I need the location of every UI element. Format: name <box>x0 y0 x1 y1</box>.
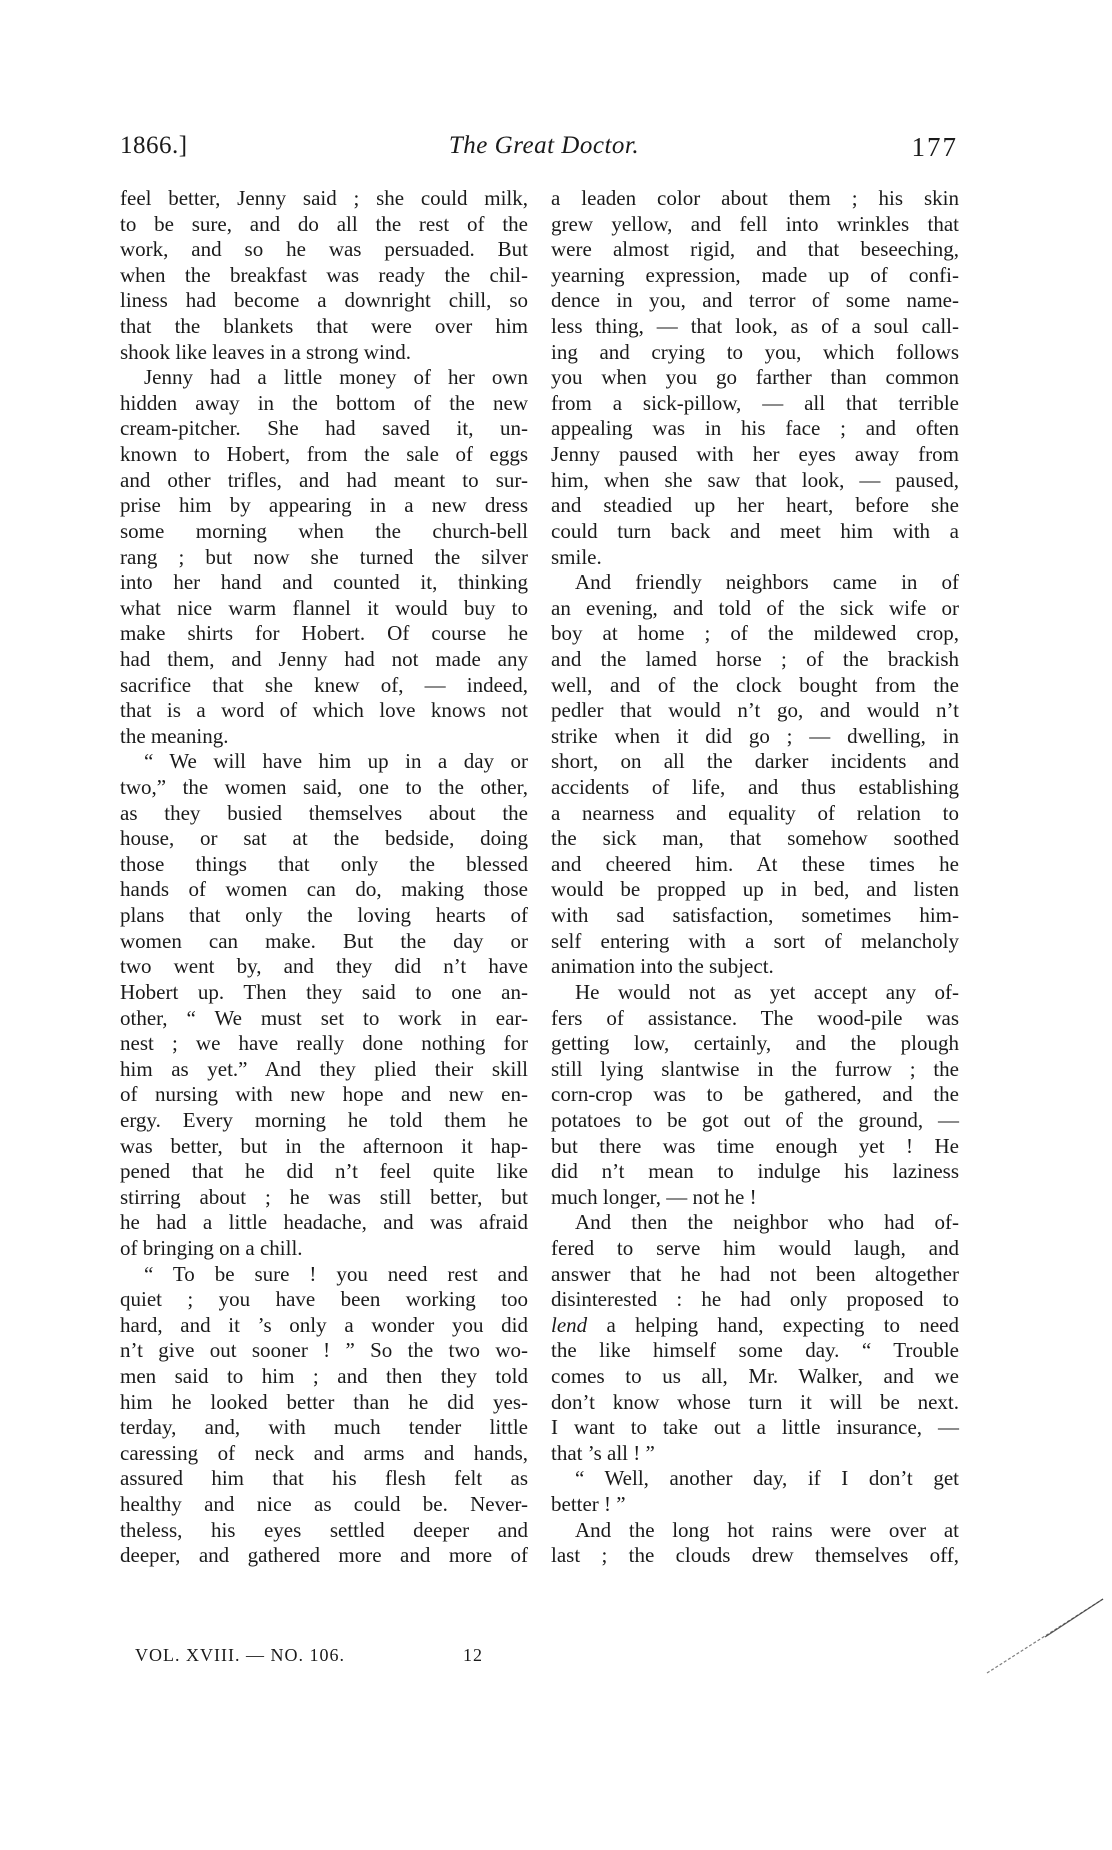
text-line: of nursing with new hope and new en- <box>120 1082 528 1107</box>
text-line: hands of women can do, making those <box>120 877 528 902</box>
text-line: plans that only the loving hearts of <box>120 903 528 928</box>
text-line: don’t know whose turn it will be next. <box>551 1389 959 1414</box>
text-line: fers of assistance. The wood-pile was <box>551 1005 959 1030</box>
text-line: And then the neighbor who had of- <box>575 1210 959 1235</box>
text-line: Hobert up. Then they said to one an- <box>120 979 528 1004</box>
text-line: potatoes to be got out of the ground, — <box>551 1107 959 1132</box>
text-line: boy at home ; of the mildewed crop, <box>551 621 959 646</box>
text-line: healthy and nice as could be. Never- <box>120 1492 528 1517</box>
text-line: with sad satisfaction, sometimes him- <box>551 903 959 928</box>
text-line: lend a helping hand, expecting to need <box>551 1312 959 1337</box>
text-line: the like himself some day. “ Trouble <box>551 1338 959 1363</box>
text-line: but there was time enough yet ! He <box>551 1133 959 1158</box>
text-line: and other trifles, and had meant to sur- <box>120 467 528 492</box>
text-line: ergy. Every morning he told them he <box>120 1107 528 1132</box>
text-line: Jenny paused with her eyes away from <box>551 442 959 467</box>
text-line: comes to us all, Mr. Walker, and we <box>551 1364 959 1389</box>
text-line: cream-pitcher. She had saved it, un- <box>120 416 528 441</box>
text-line: him he looked better than he did yes- <box>120 1389 528 1414</box>
text-line: well, and of the clock bought from the <box>551 672 959 697</box>
text-line: sacrifice that she knew of, — indeed, <box>120 672 528 697</box>
running-head <box>120 132 958 168</box>
text-line: rang ; but now she turned the silver <box>120 544 528 569</box>
text-line: last ; the clouds drew themselves off, <box>551 1543 959 1568</box>
running-head-title: The Great Doctor. <box>448 132 640 159</box>
text-line: and cheered him. At these times he <box>551 851 959 876</box>
text-line: grew yellow, and fell into wrinkles that <box>551 211 959 236</box>
text-line: that the blankets that were over him <box>120 314 528 339</box>
text-line: did n’t mean to indulge his laziness <box>551 1159 959 1184</box>
text-line: make shirts for Hobert. Of course he <box>120 621 528 646</box>
text-line: hard, and it ’s only a wonder you did <box>120 1312 528 1337</box>
text-line: work, and so he was persuaded. But <box>120 237 528 262</box>
text-line: would be propped up in bed, and listen <box>551 877 959 902</box>
text-line: deeper, and gathered more and more of <box>120 1543 528 1568</box>
text-line: women can make. But the day or <box>120 928 528 953</box>
pencil-stroke-mark <box>985 1595 1107 1677</box>
text-line: n’t give out sooner ! ” So the two wo- <box>120 1338 528 1363</box>
text-line: were almost rigid, and that beseeching, <box>551 237 959 262</box>
page-number: 177 <box>911 132 958 162</box>
signature-mark: 12 <box>463 1645 483 1665</box>
text-line: accidents of life, and thus establishing <box>551 775 959 800</box>
text-line: and steadied up her heart, before she <box>551 493 959 518</box>
text-line: getting low, certainly, and the plough <box>551 1031 959 1056</box>
text-line: terday, and, with much tender little <box>120 1415 528 1440</box>
text-line: those things that only the blessed <box>120 851 528 876</box>
text-line: men said to him ; and then they told <box>120 1364 528 1389</box>
text-column-right <box>551 186 959 1569</box>
text-line: self entering with a sort of melancholy <box>551 928 959 953</box>
text-line: “ To be sure ! you need rest and <box>144 1261 528 1286</box>
text-line: could turn back and meet him with a <box>551 518 959 543</box>
text-line: yearning expression, made up of confi- <box>551 262 959 287</box>
text-line: stirring about ; he was still better, but <box>120 1184 528 1209</box>
text-line: into her hand and counted it, thinking <box>120 570 528 595</box>
text-line: liness had become a downright chill, so <box>120 288 528 313</box>
text-line: animation into the subject. <box>551 954 774 979</box>
text-line: I want to take out a little insurance, — <box>551 1415 959 1440</box>
running-head-year: 1866.] <box>120 132 188 159</box>
text-line: And the long hot rains were over at <box>575 1517 959 1542</box>
text-line: nest ; we have really done nothing for <box>120 1031 528 1056</box>
text-line: two,” the women said, one to the other, <box>120 775 528 800</box>
text-line: less thing, — that look, as of a soul call- <box>551 314 959 339</box>
text-line: what nice warm flannel it would buy to <box>120 595 528 620</box>
text-line: you when you go farther than common <box>551 365 959 390</box>
text-line: fered to serve him would laugh, and <box>551 1235 959 1260</box>
text-line: an evening, and told of the sick wife or <box>551 595 959 620</box>
text-line: him, when she saw that look, — paused, <box>551 467 959 492</box>
text-line: prise him by appearing in a new dress <box>120 493 528 518</box>
text-line: corn-crop was to be gathered, and the <box>551 1082 959 1107</box>
text-line: “ Well, another day, if I don’t get <box>575 1466 959 1491</box>
text-line: strike when it did go ; — dwelling, in <box>551 723 959 748</box>
text-line: house, or sat at the bedside, doing <box>120 826 528 851</box>
text-line: to be sure, and do all the rest of the <box>120 211 528 236</box>
volume-number: VOL. XVIII. — NO. 106. <box>135 1645 345 1665</box>
text-line: two went by, and they did n’t have <box>120 954 528 979</box>
text-line: caressing of neck and arms and hands, <box>120 1440 528 1465</box>
text-line: smile. <box>551 544 602 569</box>
text-line: appealing was in his face ; and often <box>551 416 959 441</box>
italic-word: lend <box>551 1312 588 1337</box>
text-line: better ! ” <box>551 1492 626 1517</box>
text-line: when the breakfast was ready the chil- <box>120 262 528 287</box>
text-line: and the lamed horse ; of the brackish <box>551 646 959 671</box>
text-line: dence in you, and terror of some name- <box>551 288 959 313</box>
text-line: answer that he had not been altogether <box>551 1261 959 1286</box>
text-line: short, on all the darker incidents and <box>551 749 959 774</box>
text-line: theless, his eyes settled deeper and <box>120 1517 528 1542</box>
text-line: some morning when the church-bell <box>120 518 528 543</box>
text-line: pedler that would n’t go, and would n’t <box>551 698 959 723</box>
text-line: And friendly neighbors came in of <box>575 570 959 595</box>
text-line: He would not as yet accept any of- <box>575 979 959 1004</box>
text-line: shook like leaves in a strong wind. <box>120 339 412 364</box>
text-line: from a sick-pillow, — all that terrible <box>551 390 959 415</box>
text-line: a leaden color about them ; his skin <box>551 186 959 210</box>
text-line: pened that he did n’t feel quite like <box>120 1159 528 1184</box>
text-line: that is a word of which love knows not <box>120 698 528 723</box>
text-line: the sick man, that somehow soothed <box>551 826 959 851</box>
text-line: as they busied themselves about the <box>120 800 528 825</box>
text-line: was better, but in the afternoon it hap- <box>120 1133 528 1158</box>
text-line: of bringing on a chill. <box>120 1235 303 1260</box>
text-line: he had a little headache, and was afraid <box>120 1210 528 1235</box>
text-line: that ’s all ! ” <box>551 1440 655 1465</box>
text-line: feel better, Jenny said ; she could milk, <box>120 186 528 210</box>
text-line: quiet ; you have been working too <box>120 1287 528 1312</box>
text-line: known to Hobert, from the sale of eggs <box>120 442 528 467</box>
text-line: the meaning. <box>120 723 229 748</box>
text-line: “ We will have him up in a day or <box>144 749 528 774</box>
text-line: assured him that his flesh felt as <box>120 1466 528 1491</box>
text-column-left <box>120 186 528 1569</box>
text-line: him as yet.” And they plied their skill <box>120 1056 528 1081</box>
text-line: ing and crying to you, which follows <box>551 339 959 364</box>
text-line: Jenny had a little money of her own <box>144 365 528 390</box>
text-line: much longer, — not he ! <box>551 1184 757 1209</box>
text-line: had them, and Jenny had not made any <box>120 646 528 671</box>
text-line: other, “ We must set to work in ear- <box>120 1005 528 1030</box>
text-line: hidden away in the bottom of the new <box>120 390 528 415</box>
text-line: still lying slantwise in the furrow ; the <box>551 1056 959 1081</box>
text-line: disinterested : he had only proposed to <box>551 1287 959 1312</box>
text-line: a nearness and equality of relation to <box>551 800 959 825</box>
